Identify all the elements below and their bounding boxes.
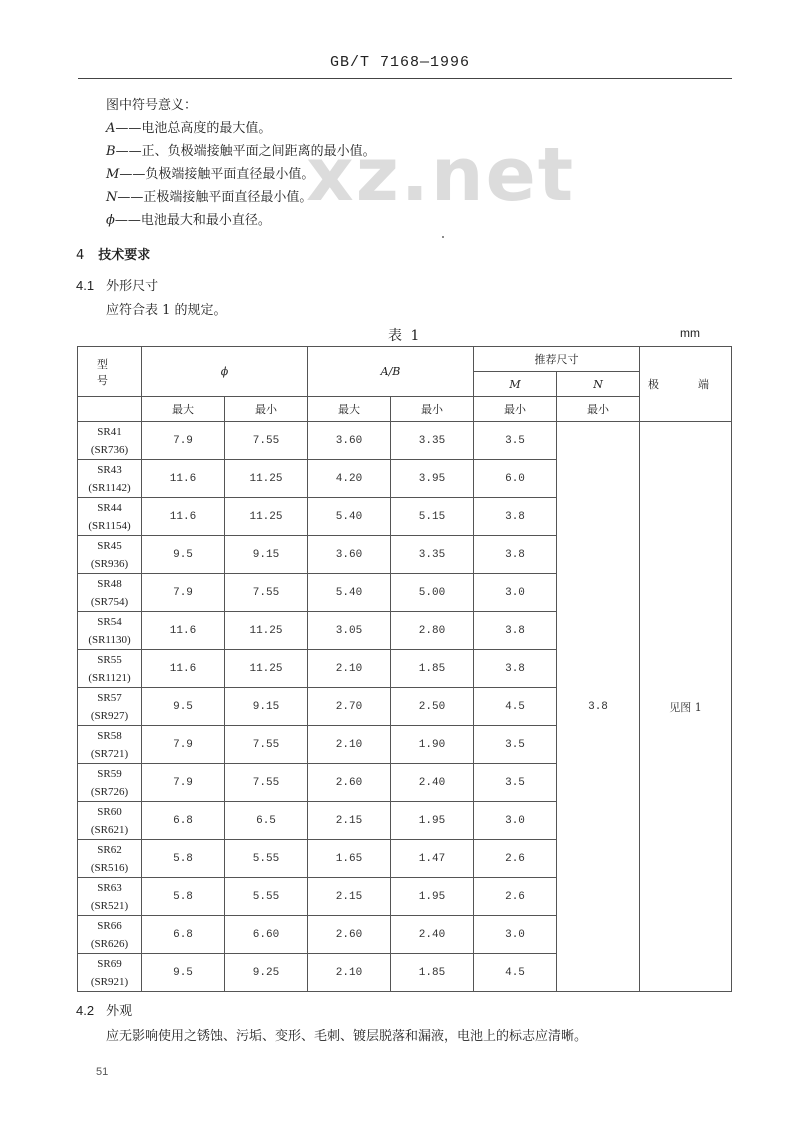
section-title: 外观 [106, 1004, 133, 1019]
model-code: SR44 [97, 501, 122, 514]
cell-model [78, 878, 142, 916]
legend-text: ——电池最大和最小直径。 [114, 213, 271, 228]
cell-phi-min: 9.15 [225, 536, 308, 574]
section-4-2-heading [76, 1000, 132, 1019]
cell-model [78, 422, 142, 460]
legend-symbol: M [106, 167, 120, 182]
cell-phi-min: 5.55 [225, 840, 308, 878]
model-code: SR57 [97, 691, 122, 704]
cell-n-min-merged: 3.8 [557, 422, 640, 992]
cell-phi-max: 9.5 [142, 688, 225, 726]
cell-m-min: 3.8 [474, 536, 557, 574]
section-4-1-text: 应符合表 1 的规定。 [106, 303, 227, 318]
watermark: xz.net [306, 132, 576, 218]
cell-ab-max: 2.60 [308, 916, 391, 954]
cell-phi-min: 9.25 [225, 954, 308, 992]
cell-phi-max: 7.9 [142, 764, 225, 802]
cell-ab-min: 1.47 [391, 840, 474, 878]
cell-ab-max: 2.10 [308, 954, 391, 992]
cell-ab-min: 2.80 [391, 612, 474, 650]
cell-m-min: 2.6 [474, 878, 557, 916]
cell-m-min: 3.0 [474, 802, 557, 840]
cell-ab-min: 2.40 [391, 764, 474, 802]
model-code: SR54 [97, 615, 122, 628]
section-title: 外形尺寸 [106, 279, 159, 294]
header-terminal: 极 端 [640, 347, 732, 422]
cell-ab-max: 2.10 [308, 726, 391, 764]
document-header: GB/T 7168—1996 [329, 54, 471, 71]
cell-phi-max: 7.9 [142, 574, 225, 612]
cell-ab-max: 5.40 [308, 574, 391, 612]
cell-m-min: 3.8 [474, 650, 557, 688]
header-phi: ϕ [142, 347, 308, 397]
header-n: N [557, 372, 640, 397]
section-number: 4.1 [76, 278, 95, 293]
header-phi-max: 最大 [142, 397, 225, 422]
cell-phi-max: 9.5 [142, 536, 225, 574]
section-4-heading [76, 244, 150, 263]
cell-m-min: 3.8 [474, 498, 557, 536]
cell-phi-max: 11.6 [142, 612, 225, 650]
speck [442, 236, 444, 238]
dimension-table [77, 346, 732, 992]
cell-model [78, 802, 142, 840]
cell-model [78, 764, 142, 802]
model-alt-code: (SR1130) [88, 633, 131, 646]
header-ab-min: 最小 [391, 397, 474, 422]
cell-model [78, 498, 142, 536]
legend-symbol: ϕ [106, 213, 115, 228]
cell-phi-min: 7.55 [225, 726, 308, 764]
cell-model [78, 688, 142, 726]
cell-phi-max: 5.8 [142, 878, 225, 916]
cell-terminal-merged: 见图 1 [640, 422, 732, 992]
cell-ab-max: 2.15 [308, 802, 391, 840]
model-code: SR48 [97, 577, 122, 590]
cell-m-min: 3.5 [474, 726, 557, 764]
cell-phi-max: 11.6 [142, 498, 225, 536]
cell-ab-max: 3.05 [308, 612, 391, 650]
header-m-min: 最小 [474, 397, 557, 422]
model-code: SR66 [97, 919, 122, 932]
cell-ab-max: 2.15 [308, 878, 391, 916]
table-caption: 表 1 [388, 328, 422, 344]
cell-ab-min: 5.15 [391, 498, 474, 536]
cell-ab-max: 5.40 [308, 498, 391, 536]
cell-ab-min: 2.50 [391, 688, 474, 726]
cell-m-min: 3.8 [474, 612, 557, 650]
legend-text: ——负极端接触平面直径最小值。 [119, 167, 315, 182]
cell-phi-min: 7.55 [225, 764, 308, 802]
header-divider [78, 78, 732, 79]
cell-m-min: 2.6 [474, 840, 557, 878]
model-alt-code: (SR626) [90, 937, 129, 950]
cell-phi-min: 11.25 [225, 612, 308, 650]
section-4-2-text: 应无影响使用之锈蚀、污垢、变形、毛刺、镀层脱落和漏液，电池上的标志应清晰。 [106, 1029, 588, 1044]
cell-ab-min: 1.95 [391, 802, 474, 840]
cell-ab-min: 1.85 [391, 954, 474, 992]
section-number: 4.2 [76, 1003, 95, 1018]
cell-ab-max: 1.65 [308, 840, 391, 878]
cell-m-min: 4.5 [474, 954, 557, 992]
model-alt-code: (SR1142) [88, 481, 131, 494]
cell-m-min: 6.0 [474, 460, 557, 498]
cell-phi-max: 11.6 [142, 460, 225, 498]
cell-model [78, 574, 142, 612]
page-number: 51 [96, 1066, 109, 1078]
legend-text: ——正、负极端接触平面之间距离的最小值。 [115, 144, 376, 159]
model-code: SR43 [97, 463, 122, 476]
model-alt-code: (SR516) [90, 861, 129, 874]
cell-phi-min: 5.55 [225, 878, 308, 916]
cell-phi-min: 11.25 [225, 650, 308, 688]
cell-phi-min: 6.60 [225, 916, 308, 954]
model-alt-code: (SR621) [90, 823, 129, 836]
section-number: 4 [76, 248, 85, 263]
model-alt-code: (SR1154) [88, 519, 131, 532]
model-alt-code: (SR736) [90, 443, 129, 456]
cell-ab-min: 1.90 [391, 726, 474, 764]
model-code: SR58 [97, 729, 122, 742]
header-model: 型 号 [78, 347, 142, 397]
cell-ab-min: 2.40 [391, 916, 474, 954]
model-alt-code: (SR921) [90, 975, 129, 988]
cell-ab-max: 2.60 [308, 764, 391, 802]
header-model-blank [78, 397, 142, 422]
model-alt-code: (SR927) [90, 709, 129, 722]
model-alt-code: (SR721) [90, 747, 129, 760]
cell-ab-max: 3.60 [308, 536, 391, 574]
cell-phi-max: 7.9 [142, 726, 225, 764]
cell-phi-max: 9.5 [142, 954, 225, 992]
legend-text: ——电池总高度的最大值。 [115, 121, 272, 136]
cell-phi-min: 7.55 [225, 422, 308, 460]
legend-symbol: A [106, 121, 116, 136]
legend-symbol: N [106, 190, 118, 205]
cell-phi-max: 11.6 [142, 650, 225, 688]
cell-ab-min: 3.35 [391, 422, 474, 460]
cell-phi-max: 5.8 [142, 840, 225, 878]
cell-m-min: 4.5 [474, 688, 557, 726]
cell-m-min: 3.5 [474, 764, 557, 802]
cell-phi-min: 9.15 [225, 688, 308, 726]
model-alt-code: (SR726) [90, 785, 129, 798]
section-4-1-heading [76, 275, 158, 294]
header-n-min: 最小 [557, 397, 640, 422]
model-code: SR62 [97, 843, 122, 856]
cell-ab-max: 2.70 [308, 688, 391, 726]
table-row [78, 422, 732, 460]
model-code: SR60 [97, 805, 122, 818]
cell-ab-max: 4.20 [308, 460, 391, 498]
header-ab-max: 最大 [308, 397, 391, 422]
cell-ab-min: 5.00 [391, 574, 474, 612]
cell-model [78, 840, 142, 878]
header-m: M [474, 372, 557, 397]
model-alt-code: (SR936) [90, 557, 129, 570]
cell-model [78, 916, 142, 954]
cell-ab-min: 3.95 [391, 460, 474, 498]
legend-symbol: B [106, 144, 116, 159]
cell-model [78, 650, 142, 688]
header-phi-min: 最小 [225, 397, 308, 422]
legend-text: ——正极端接触平面直径最小值。 [117, 190, 313, 205]
cell-phi-min: 7.55 [225, 574, 308, 612]
cell-phi-min: 11.25 [225, 460, 308, 498]
model-code: SR41 [97, 425, 122, 438]
model-code: SR63 [97, 881, 122, 894]
cell-ab-min: 1.95 [391, 878, 474, 916]
model-alt-code: (SR754) [90, 595, 129, 608]
cell-model [78, 726, 142, 764]
cell-model [78, 460, 142, 498]
cell-model [78, 536, 142, 574]
cell-model [78, 612, 142, 650]
cell-phi-min: 11.25 [225, 498, 308, 536]
cell-ab-min: 1.85 [391, 650, 474, 688]
cell-phi-min: 6.5 [225, 802, 308, 840]
table-unit: mm [680, 326, 700, 340]
model-code: SR55 [97, 653, 122, 666]
cell-model [78, 954, 142, 992]
model-code: SR69 [97, 957, 122, 970]
cell-ab-max: 2.10 [308, 650, 391, 688]
cell-ab-max: 3.60 [308, 422, 391, 460]
cell-phi-max: 6.8 [142, 916, 225, 954]
header-ab: A/B [308, 347, 474, 397]
cell-ab-min: 3.35 [391, 536, 474, 574]
model-alt-code: (SR521) [90, 899, 129, 912]
section-title: 技术要求 [98, 248, 151, 263]
cell-m-min: 3.0 [474, 574, 557, 612]
model-code: SR59 [97, 767, 122, 780]
model-code: SR45 [97, 539, 122, 552]
header-recommended: 推荐尺寸 [474, 347, 640, 372]
cell-phi-max: 6.8 [142, 802, 225, 840]
cell-m-min: 3.5 [474, 422, 557, 460]
cell-m-min: 3.0 [474, 916, 557, 954]
model-alt-code: (SR1121) [88, 671, 131, 684]
cell-phi-max: 7.9 [142, 422, 225, 460]
legend-intro: 图中符号意义： [106, 98, 198, 113]
